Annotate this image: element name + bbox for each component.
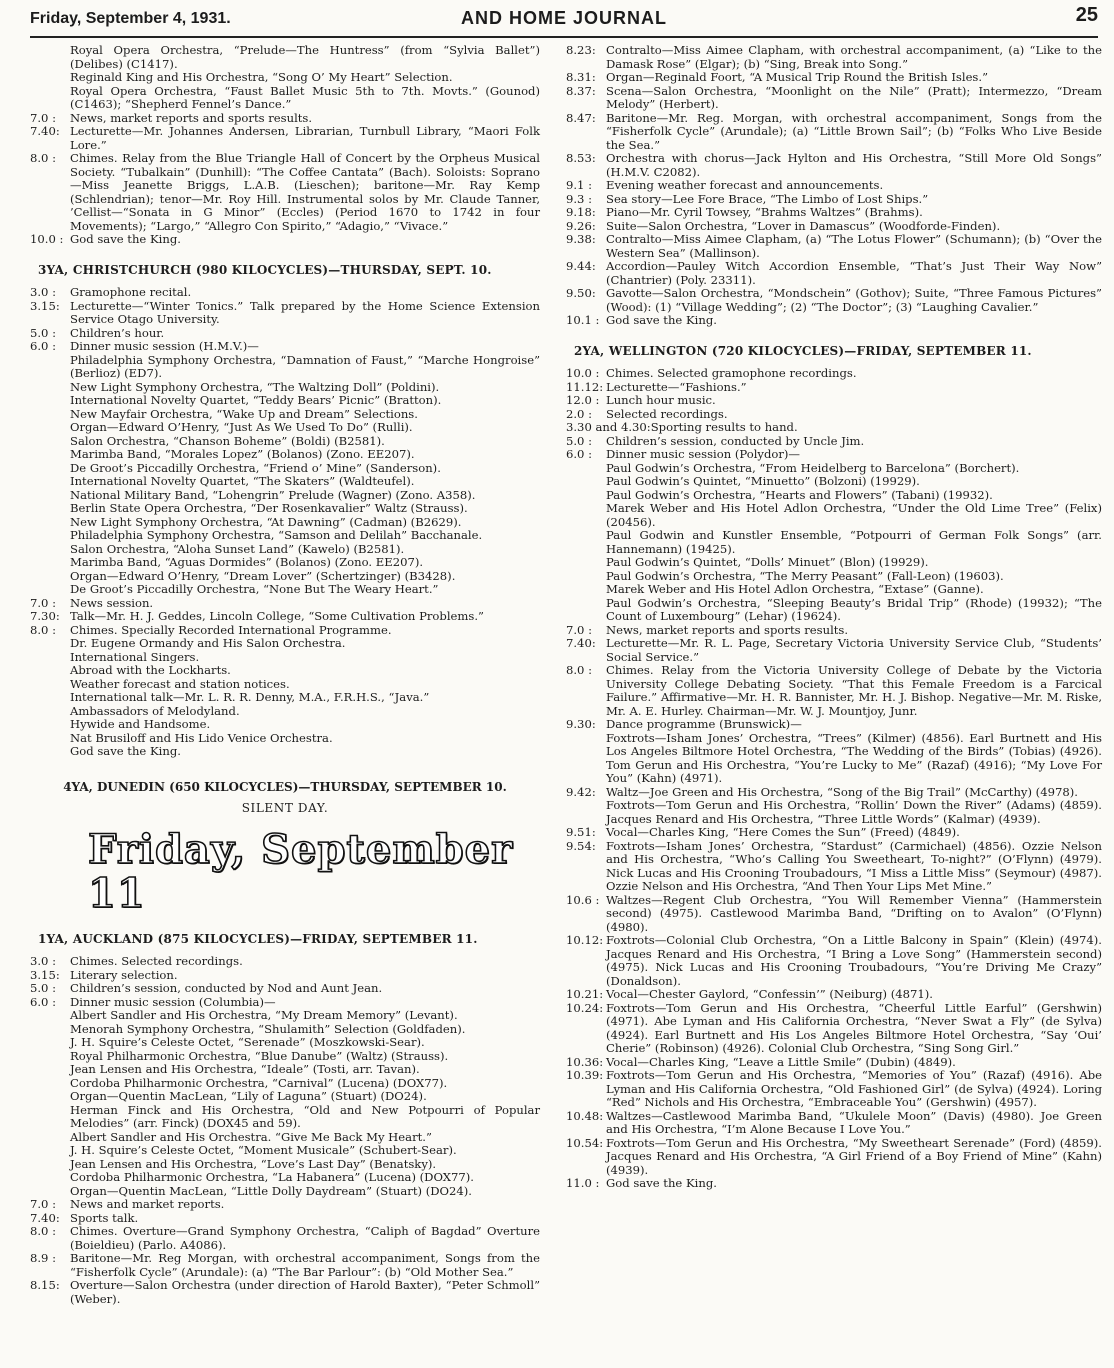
programme-entry xyxy=(30,340,540,354)
entry-text: Contralto—Miss Aimee Clapham, with orchestral accompaniment, (a) “Like to the Damask Rose” (Elgar); (b) “Sing, Break into Song.” xyxy=(606,43,1102,71)
entry-text: Foxtrots—Isham Jones’ Orchestra, “Stardust” (Carmichael) (4856). Ozzie Nelson and His Orchestra, “Who’s Calling You Sweetheart, To-night?” (O’Flynn) (4979). Nick Lucas and His Crooning Troubadours, “I Miss a Little Miss” (Seymour) (4987). Ozzie Nelson and His Orchestra, “And Then Your Lips Met Mine.” xyxy=(606,838,1102,893)
entry-time: 3.15: xyxy=(30,967,60,982)
programme-item: Salon Orchestra, “Chanson Boheme” (Boldi) (B2581). xyxy=(70,433,385,448)
programme-item: Marek Weber and His Hotel Adlon Orchestra, “Under the Old Lime Tree” (Felix) (20456). xyxy=(606,501,1102,529)
entry-time: 12.0 : xyxy=(566,393,600,407)
left-top-list xyxy=(30,44,540,247)
entry-text: God save the King. xyxy=(70,232,181,246)
entry-time: 10.6 : xyxy=(566,892,600,907)
right-column xyxy=(566,44,1102,1191)
programme-entry xyxy=(30,624,540,638)
entry-time: 7.40: xyxy=(566,636,596,650)
dance-foxtrots-2: Foxtrots—Tom Gerun and His Orchestra, “Rollin’ Down the River” (Adams) (4859). Jacques Renard and His Orchestra, “Three Little Words” (Kalmar) (4939). xyxy=(606,798,1102,826)
programme-entry xyxy=(30,112,540,126)
entry-time: 2.0 : xyxy=(566,406,593,421)
programme-item: New Light Symphony Orchestra, “At Dawning” (Cadman) (B2629). xyxy=(70,514,462,529)
programme-item: Organ—Edward O’Henry, “Dream Lover” (Schertzinger) (B3428). xyxy=(70,568,456,583)
programme-item: Cordoba Philharmonic Orchestra, “La Habanera” (Lucena) (DOX77). xyxy=(70,1170,474,1184)
entry-text: Vocal—Chester Gaylord, “Confessin’” (Neiburg) (4871). xyxy=(606,987,933,1001)
programme-entry xyxy=(566,381,1102,395)
entry-text: Waltzes—Regent Club Orchestra, “You Will Remember Vienna” (Hammerstein second) (4975). Castlewood Marimba Band, “Drifting on to Avalon” (O’Flynn) (4980). xyxy=(606,892,1102,934)
programme-entry xyxy=(566,260,1102,287)
entry-text: Foxtrots—Tom Gerun and His Orchestra, “My Sweetheart Serenade” (Ford) (4859). Jacques Renard and His Orchestra, “A Girl Friend of a Boy Friend of Mine” (Kahn) (4939). xyxy=(606,1135,1102,1177)
entry-time: 8.37: xyxy=(566,83,596,98)
entry-text: Orchestra with chorus—Jack Hylton and His Orchestra, “Still More Old Songs” (H.M.V. C2082). xyxy=(606,151,1102,179)
programme-item: De Groot’s Piccadilly Orchestra, “None But The Weary Heart.” xyxy=(70,582,439,596)
programme-entry xyxy=(30,71,540,85)
entry-text: Lecturette—“Fashions.” xyxy=(606,379,747,394)
programme-entry xyxy=(566,408,1102,422)
programme-entry xyxy=(30,85,540,112)
entry-text: Waltzes—Castlewood Marimba Band, “Ukulele Moon” (Davis) (4980). Joe Green and His Orchestra, “I’m Alone Because I Love You.” xyxy=(606,1108,1102,1136)
programme-entry xyxy=(566,44,1102,71)
entry-text: Accordion—Pauley Witch Accordion Ensemble, “That’s Just Their Way Now” (Chantrier) (Poly. 23311). xyxy=(606,259,1102,287)
programme-entry xyxy=(566,179,1102,193)
entry-time: 11.12: xyxy=(566,379,604,394)
programme-entry xyxy=(30,44,540,71)
programme-item: Paul Godwin’s Quintet, “Dolls’ Minuet” (Blon) (19929). xyxy=(606,555,929,569)
programme-item: Philadelphia Symphony Orchestra, “Samson and Delilah” Bacchanale. xyxy=(70,528,483,542)
programme-item: Jean Lensen and His Orchestra, “Love’s Last Day” (Benatsky). xyxy=(70,1156,437,1171)
dance-942 xyxy=(566,786,1102,800)
entry-time: 8.31: xyxy=(566,70,596,84)
christchurch-list xyxy=(30,286,540,354)
programme-item: Jean Lensen and His Orchestra, “Ideale” (Tosti, arr. Tavan). xyxy=(70,1062,420,1076)
programme-entry xyxy=(566,1177,1102,1191)
programme-item: Organ—Quentin MacLean, “Lily of Laguna” (Stuart) (DO24). xyxy=(70,1089,427,1103)
entry-time: 9.18: xyxy=(566,205,596,219)
programme-item: Menorah Symphony Orchestra, “Shulamith” Selection (Goldfaden). xyxy=(70,1021,466,1036)
entry-text: Children’s session, conducted by Uncle Jim. xyxy=(606,433,865,448)
entry-time: 7.30: xyxy=(30,609,60,623)
programme-item: Philadelphia Symphony Orchestra, “Damnation of Faust,” “Marche Hongroise” (Berlioz) (ED7). xyxy=(70,352,540,380)
auckland-dinner-list xyxy=(30,1009,540,1198)
entry-text: Dinner music session (Columbia)— xyxy=(70,994,276,1009)
programme-item: Albert Sandler and His Orchestra. “Give Me Back My Heart.” xyxy=(70,1129,432,1144)
programme-entry xyxy=(30,1198,540,1212)
entry-text: Foxtrots—Colonial Club Orchestra, “On a Little Balcony in Spain” (Klein) (4974). Jacques Renard and His Orchestra, “I Bring a Love Song” (Hammerstein second) (4975). Nick Lucas and His Crooning Troubadours, “You’re Driving Me Crazy” (Donaldson). xyxy=(606,933,1102,988)
entry-time: 8.0 : xyxy=(30,151,57,165)
entry-text: Chimes. Selected gramophone recordings. xyxy=(606,366,857,380)
entry-text: Chimes. Overture—Grand Symphony Orchestra, “Caliph of Bagdad” Overture (Boieldieu) (Parlo. A4086). xyxy=(70,1224,540,1252)
entry-time: 10.21: xyxy=(566,987,604,1001)
dance-foxtrots-1: Foxtrots—Isham Jones’ Orchestra, “Trees” (Kilmer) (4856). Earl Burtnett and His Los Angeles Biltmore Hotel Orchestra, “The Wedding of the Birds” (Tobias) (4926). Tom Gerun and His Orchestra, “You’re Lucky to Me” (Razaf) (4916); “My Love For You” (Kahn) (4971). xyxy=(606,730,1102,785)
entry-text: Evening weather forecast and announcements. xyxy=(606,178,884,192)
programme-entry xyxy=(566,988,1102,1002)
auckland-evening-list xyxy=(30,1198,540,1306)
entry-time: 3.0 : xyxy=(30,954,57,968)
entry-time: 7.40: xyxy=(30,1210,60,1225)
programme-item: Marimba Band, “Morales Lopez” (Bolanos) (Zono. EE207). xyxy=(70,447,415,461)
entry-text: Chimes. Relay from the Blue Triangle Hall of Concert by the Orpheus Musical Society. “Tubalkain” (Dunhill): “The Coffee Cantata” (Bach). Soloists: Soprano—Miss Jeanette Briggs, L.A.B. (Lieschen); baritone—Mr. Ray Kemp (Schlendrian); tenor—Mr. Roy Hill. Instrumental solos by Mr. Claude Tanner, ’Cellist—“Sonata in G Minor” (Eccles) (Period 1670 to 1742 in four Movements); “Largo,” “Allegro Con Spirito,” “Adagio,” “Vivace.” xyxy=(70,151,540,233)
programme-entry xyxy=(566,314,1102,328)
programme-item: Nat Brusiloff and His Lido Venice Orchestra. xyxy=(70,730,333,745)
programme-entry xyxy=(30,1252,540,1279)
entry-text: Chimes. Selected recordings. xyxy=(70,954,243,968)
entry-text: Vocal—Charles King, “Leave a Little Smile” (Dubin) (4849). xyxy=(606,1054,956,1069)
programme-entry xyxy=(30,610,540,624)
programme-entry xyxy=(566,206,1102,220)
entry-text: Lecturette—Mr. Johannes Andersen, Librarian, Turnbull Library, “Maori Folk Lore.” xyxy=(70,124,540,152)
programme-item: Paul Godwin’s Orchestra, “The Merry Peasant” (Fall-Leon) (19603). xyxy=(606,568,1004,583)
header-date: Friday, September 4, 1931. xyxy=(30,10,231,27)
programme-item: Paul Godwin’s Orchestra, “Hearts and Flowers” (Tabani) (19932). xyxy=(606,487,993,502)
programme-entry xyxy=(30,233,540,247)
entry-text: Scena—Salon Orchestra, “Moonlight on the Nile” (Pratt); Intermezzo, “Dream Melody” (Herbert). xyxy=(606,83,1102,111)
programme-entry xyxy=(566,394,1102,408)
entry-time: 9.50: xyxy=(566,286,596,300)
programme-item: New Mayfair Orchestra, “Wake Up and Dream” Selections. xyxy=(70,406,418,421)
entry-text: Sports talk. xyxy=(70,1210,139,1225)
christchurch-heading: 3YA, CHRISTCHURCH (980 KILOCYCLES)—THURSDAY, SEPT. 10. xyxy=(38,262,492,277)
entry-text: Lunch hour music. xyxy=(606,393,716,407)
programme-item: Abroad with the Lockharts. xyxy=(70,663,231,677)
entry-text: Children’s hour. xyxy=(70,325,165,340)
entry-text: Suite—Salon Orchestra, “Lover in Damascus” (Woodforde-Finden). xyxy=(606,218,1001,233)
entry-time: 7.0 : xyxy=(30,110,57,125)
entry-time: 8.9 : xyxy=(30,1251,57,1265)
entry-text: Literary selection. xyxy=(70,967,178,982)
wellington-dinner-list xyxy=(566,462,1102,624)
entry-time: 8.0 : xyxy=(30,1224,57,1238)
entry-text: Foxtrots—Tom Gerun and His Orchestra, “Memories of You” (Razaf) (4916). Abe Lyman and His California Orchestra, “Old Fashioned Girl” (de Sylva) (4924). Loring “Red” Nichols and His Orchestra, “Embraceable You” (Gershwin) (4957). xyxy=(606,1068,1102,1109)
entry-text: Vocal—Charles King, “Here Comes the Sun” (Freed) (4849). xyxy=(606,825,960,839)
entry-time: 9.1 : xyxy=(566,178,593,192)
programme-entry xyxy=(30,969,540,983)
programme-entry xyxy=(566,718,1102,732)
entry-text: Baritone—Mr. Reg. Morgan, with orchestral accompaniment, Songs from the “Fisherfolk Cycle” (Arundale); (a) “Little Brown Sail”; (b) “Folks Who Live Beside the Sea.” xyxy=(606,110,1102,152)
entry-time: 3.0 : xyxy=(30,285,57,299)
entry-text: Organ—Reginald Foort, “A Musical Trip Round the British Isles.” xyxy=(606,70,988,84)
entry-time: 9.3 : xyxy=(566,191,593,206)
programme-entry xyxy=(566,637,1102,664)
entry-time: 8.53: xyxy=(566,151,596,165)
header-journal-title: AND HOME JOURNAL xyxy=(460,8,667,28)
programme-entry xyxy=(30,300,540,327)
entry-time: 3.15: xyxy=(30,298,60,313)
entry-text: Dinner music session (Polydor)— xyxy=(606,447,801,461)
entry-time: 10.12: xyxy=(566,933,604,947)
programme-item: God save the King. xyxy=(70,744,181,758)
programme-entry xyxy=(30,125,540,152)
programme-item: Paul Godwin’s Orchestra, “Sleeping Beauty’s Bridal Trip” (Rhode) (19932); “The Count of Luxembourg” (Lehar) (19624). xyxy=(606,595,1102,623)
programme-item: National Military Band, “Lohengrin” Prelude (Wagner) (Zono. A358). xyxy=(70,487,476,502)
right-top-list xyxy=(566,44,1102,328)
programme-entry xyxy=(566,1069,1102,1110)
auckland-list xyxy=(30,955,540,1009)
entry-time: 10.48: xyxy=(566,1108,604,1123)
entry-time: 7.0 : xyxy=(30,1197,57,1211)
programme-item: Cordoba Philharmonic Orchestra, “Carnival” (Lucena) (DOX77). xyxy=(70,1075,448,1090)
entry-time: 9.38: xyxy=(566,232,596,246)
programme-item: Marimba Band, “Aguas Dormides” (Bolanos) (Zono. EE207). xyxy=(70,555,424,569)
entry-text: Lecturette—Mr. R. L. Page, Secretary Victoria University Service Club, “Students’ Social Service.” xyxy=(606,636,1102,664)
programme-item: Salon Orchestra, “Aloha Sunset Land” (Kawelo) (B2581). xyxy=(70,541,405,556)
entry-text: Dance programme (Brunswick)— xyxy=(606,717,802,731)
entry-time: 10.1 : xyxy=(566,313,600,327)
entry-text: Talk—Mr. H. J. Geddes, Lincoln College, “Some Cultivation Problems.” xyxy=(70,609,484,623)
christchurch-programme-list xyxy=(30,637,540,759)
entry-time: 7.0 : xyxy=(30,595,57,610)
left-column xyxy=(30,44,540,1306)
programme-item: Paul Godwin and Kunstler Ensemble, “Potpourri of German Folk Songs” (arr. Hannemann) (19425). xyxy=(606,528,1102,556)
programme-item: Ambassadors of Melodyland. xyxy=(70,703,240,718)
programme-entry xyxy=(566,1110,1102,1137)
page-header xyxy=(30,4,1098,38)
programme-entry xyxy=(30,982,540,996)
programme-item: Organ—Edward O’Henry, “Just As We Used To Do” (Rulli). xyxy=(70,420,413,434)
programme-item: Paul Godwin’s Quintet, “Minuetto” (Bolzoni) (19929). xyxy=(606,474,920,488)
entry-time: 10.36: xyxy=(566,1054,604,1069)
entry-text: God save the King. xyxy=(606,313,717,327)
entry-text: God save the King. xyxy=(606,1176,717,1190)
entry-time: 6.0 : xyxy=(566,447,593,461)
entry-text: Reginald King and His Orchestra, “Song O’ My Heart” Selection. xyxy=(70,70,453,84)
entry-text: Royal Opera Orchestra, “Prelude—The Huntress” (from “Sylvia Ballet”) (Delibes) (C1417). xyxy=(70,43,540,71)
entry-time: 6.0 : xyxy=(30,994,57,1009)
programme-item: Marek Weber and His Hotel Adlon Orchestra, “Extase” (Ganne). xyxy=(606,582,984,596)
entry-time: 10.0 : xyxy=(566,366,600,380)
programme-item: New Light Symphony Orchestra, “The Waltzing Doll” (Poldini). xyxy=(70,379,440,394)
silent-day-note: SILENT DAY. xyxy=(241,801,329,815)
programme-item: Herman Finck and His Orchestra, “Old and New Potpourri of Popular Melodies” (arr. Finck) (DOX45 and 59). xyxy=(70,1102,540,1130)
programme-entry xyxy=(30,327,540,341)
programme-entry xyxy=(566,624,1102,638)
programme-item: Paul Godwin’s Orchestra, “From Heidelberg to Barcelona” (Borchert). xyxy=(606,460,1020,475)
entry-time: 5.0 : xyxy=(30,981,57,995)
entry-time: 10.24: xyxy=(566,1000,604,1015)
entry-text: Lecturette—“Winter Tonics.” Talk prepared by the Home Science Extension Service Otago University. xyxy=(70,298,540,326)
programme-entry xyxy=(566,220,1102,234)
programme-entry xyxy=(566,367,1102,381)
programme-entry xyxy=(566,233,1102,260)
programme-item: Albert Sandler and His Orchestra, “My Dream Memory” (Levant). xyxy=(70,1008,458,1022)
programme-item: Organ—Quentin MacLean, “Little Dolly Daydream” (Stuart) (DO24). xyxy=(70,1183,472,1198)
page-number: 25 xyxy=(1075,4,1098,26)
entry-time: 8.15: xyxy=(30,1278,60,1292)
entry-time: 9.51: xyxy=(566,825,596,839)
programme-item: Hywide and Handsome. xyxy=(70,717,211,731)
entry-text: Royal Opera Orchestra, “Faust Ballet Music 5th to 7th. Movts.” (Gounod) (C1463); “Shepherd Fennel’s Dance.” xyxy=(70,83,540,111)
entry-time: 10.0 : xyxy=(30,232,64,246)
programme-item: J. H. Squire’s Celeste Octet, “Serenade” (Moszkowski-Sear). xyxy=(70,1035,425,1049)
wellington-heading: 2YA, WELLINGTON (720 KILOCYCLES)—FRIDAY, SEPTEMBER 11. xyxy=(574,343,1032,358)
entry-time: 8.47: xyxy=(566,110,596,125)
programme-item: International Singers. xyxy=(70,649,200,664)
programme-entry xyxy=(566,152,1102,179)
programme-entry xyxy=(566,193,1102,207)
entry-time: 8.0 : xyxy=(566,663,593,677)
programme-entry xyxy=(30,597,540,611)
entry-text: Sea story—Lee Fore Brace, “The Limbo of Lost Ships.” xyxy=(606,191,929,206)
entry-text: Waltz—Joe Green and His Orchestra, “Song of the Big Trail” (McCarthy) (4978). xyxy=(606,784,1078,799)
entry-text: Children’s session, conducted by Nod and Aunt Jean. xyxy=(70,981,383,995)
wellington-evening-list xyxy=(566,624,1102,732)
entry-text: Overture—Salon Orchestra (under direction of Harold Baxter), “Peter Schmoll” (Weber). xyxy=(70,1278,540,1306)
programme-item: International Novelty Quartet, “The Skaters” (Waldteufel). xyxy=(70,474,415,488)
programme-item: J. H. Squire’s Celeste Octet, “Moment Musicale” (Schubert-Sear). xyxy=(70,1143,457,1157)
programme-entry xyxy=(566,448,1102,462)
entry-time: 9.44: xyxy=(566,259,596,273)
wellington-list xyxy=(566,367,1102,462)
programme-item: Weather forecast and station notices. xyxy=(70,676,290,691)
programme-entry xyxy=(566,826,1102,840)
programme-entry xyxy=(30,955,540,969)
programme-entry xyxy=(566,840,1102,894)
programme-item: International Novelty Quartet, “Teddy Bears’ Picnic” (Bratton). xyxy=(70,393,442,407)
programme-item: Berlin State Opera Orchestra, “Der Rosenkavalier” Waltz (Strauss). xyxy=(70,501,468,515)
programme-entry xyxy=(566,112,1102,153)
programme-entry xyxy=(30,1225,540,1252)
entry-text: Gavotte—Salon Orchestra, “Mondschein” (Gothov); Suite, “Three Famous Pictures” (Wood): (1) “Village Wedding”; (2) “The Doctor”; (3) “Laughing Cavalier.” xyxy=(606,286,1102,314)
programme-entry xyxy=(566,71,1102,85)
entry-text: Chimes. Relay from the Victoria University College of Debate by the Victoria University College Debating Society. “That this Female Freedom is a Farcical Failure.” Affirmative—Mr. H. R. Bannister, Mr. H. J. Bishop. Negative—Mr. M. Riske, Mr. A. E. Hurley. Chairman—Mr. W. J. Mountjoy, Junr. xyxy=(606,663,1102,718)
entry-text: Foxtrots—Tom Gerun and His Orchestra, “Cheerful Little Earful” (Gershwin) (4971). Abe Lyman and His California Orchestra, “Never Swat a Fly” (de Sylva) (4924). Earl Burtnett and His Los Angeles Biltmore Hotel Orchestra, “Say ‘Oui’ Cherie” (Robinson) (4926). Colonial Club Orchestra, “Sing Song Girl.” xyxy=(606,1000,1102,1055)
entry-time: 7.40: xyxy=(30,124,60,138)
programme-item: Dr. Eugene Ormandy and His Salon Orchestra. xyxy=(70,636,346,650)
christchurch-dinner-list xyxy=(30,354,540,597)
programme-entry xyxy=(30,996,540,1010)
entry-text: News, market reports and sports results. xyxy=(606,622,849,637)
entry-text: Chimes. Specially Recorded International Programme. xyxy=(70,622,392,637)
entry-time: 9.26: xyxy=(566,218,596,233)
christchurch-evening-list xyxy=(30,597,540,638)
entry-text: Piano—Mr. Cyril Towsey, “Brahms Waltzes” (Brahms). xyxy=(606,205,923,219)
programme-entry xyxy=(566,1137,1102,1178)
entry-text: News session. xyxy=(70,595,154,610)
programme-entry xyxy=(30,152,540,233)
entry-time: 5.0 : xyxy=(566,433,593,448)
day-heading: Friday, September 11 xyxy=(88,825,514,917)
entry-time: 9.42: xyxy=(566,784,596,799)
entry-time: 6.0 : xyxy=(30,339,57,353)
programme-entry xyxy=(566,664,1102,718)
programme-item: De Groot’s Piccadilly Orchestra, “Friend o’ Mine” (Sanderson). xyxy=(70,460,441,475)
programme-entry xyxy=(566,287,1102,314)
programme-entry xyxy=(566,934,1102,988)
entry-text: Baritone—Mr. Reg Morgan, with orchestral accompaniment, Songs from the “Fisherfolk Cycle” (Arundale): (a) “The Bar Parlour”: (b) “Old Mother Sea.” xyxy=(70,1251,540,1279)
auckland-heading: 1YA, AUCKLAND (875 KILOCYCLES)—FRIDAY, SEPTEMBER 11. xyxy=(38,931,478,946)
entry-time: 8.23: xyxy=(566,43,596,57)
entry-text: Contralto—Miss Aimee Clapham, (a) “The Lotus Flower” (Schumann); (b) “Over the Western Sea” (Mallinson). xyxy=(606,232,1102,260)
programme-entry xyxy=(566,1002,1102,1056)
entry-time: 9.54: xyxy=(566,838,596,853)
programme-entry xyxy=(566,421,1102,435)
entry-text: News and market reports. xyxy=(70,1197,225,1211)
programme-entry xyxy=(30,1279,540,1306)
entry-time: 7.0 : xyxy=(566,622,593,637)
entry-time: 10.39: xyxy=(566,1068,604,1082)
entry-time: 11.0 : xyxy=(566,1176,600,1190)
programme-item: International talk—Mr. L. R. R. Denny, M.A., F.R.H.S., “Java.” xyxy=(70,690,430,704)
entry-time: 9.30: xyxy=(566,717,596,731)
entry-time: 5.0 : xyxy=(30,325,57,340)
entry-time: 3.30 and 4.30: xyxy=(566,420,651,434)
entry-text: Sporting results to hand. xyxy=(650,420,798,434)
entry-text: Dinner music session (H.M.V.)— xyxy=(70,339,259,353)
programme-entry xyxy=(30,1212,540,1226)
entry-time: 10.54: xyxy=(566,1135,604,1150)
programme-entry xyxy=(30,286,540,300)
entry-text: Gramophone recital. xyxy=(70,285,192,299)
entry-text: Selected recordings. xyxy=(606,406,728,421)
entry-time: 8.0 : xyxy=(30,622,57,637)
entry-text: News, market reports and sports results. xyxy=(70,110,313,125)
dance-list xyxy=(566,826,1102,1191)
programme-entry xyxy=(566,85,1102,112)
programme-entry xyxy=(566,1056,1102,1070)
programme-entry xyxy=(566,435,1102,449)
programme-item: Royal Philharmonic Orchestra, “Blue Danube” (Waltz) (Strauss). xyxy=(70,1048,449,1063)
programme-entry xyxy=(566,894,1102,935)
dunedin-heading: 4YA, DUNEDIN (650 KILOCYCLES)—THURSDAY, SEPTEMBER 10. xyxy=(63,779,507,794)
